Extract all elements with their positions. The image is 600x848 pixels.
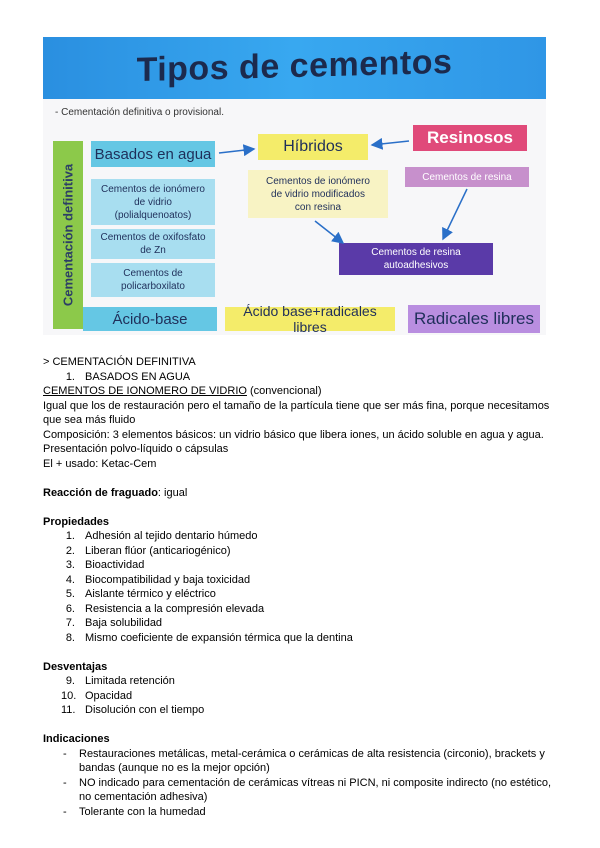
box-acido-radicales: Ácido base+radicales libres [225,307,395,331]
section-heading: > CEMENTACIÓN DEFINITIVA [43,356,196,368]
list-item: 10. Opacidad [61,689,133,702]
propiedades-title: Propiedades [43,515,110,528]
paragraph-line: Igual que los de restauración pero el tamaño de la partícula tiene que ser más fina, porque necesitamos que sea más fluido [43,399,550,426]
box-resinosos: Resinosos [413,125,527,151]
box-hibridos-desc: Cementos de ionómero de vidrio modificados con resina [248,170,388,218]
arrow-agua-to-hibridos [219,149,254,153]
vertical-label: Cementación definitiva [60,163,76,307]
box-autoadhesivos: Cementos de resina autoadhesivos [339,243,493,275]
slide-title: Tipos de cementos [136,42,453,90]
paragraph-line: Presentación polvo-líquido o cápsulas [43,443,229,455]
list-item: 5. Aislante térmico y eléctrico [65,588,216,600]
box-ionomero: Cementos de ionómero de vidrio (polialquenoatos) [91,179,215,225]
paragraph-line: El + usado: Ketac-Cem [43,457,157,470]
section-title: CEMENTOS DE IONOMERO DE VIDRIO (convencional) [43,385,322,397]
box-oxifosfato: Cementos de oxifosfato de Zn [91,229,215,259]
list-item: 11. Disolución con el tiempo [61,704,205,716]
box-acido-base: Ácido-base [83,307,217,331]
document-body [43,355,563,819]
desventajas-list [43,674,563,718]
box-radicales-libres: Radicales libres [408,305,540,333]
box-hibridos: Híbridos [258,134,368,160]
desventajas-title: Desventajas [43,660,108,673]
list-item: 3. Bioactividad [65,559,145,571]
list-item: - NO indicado para cementación de cerámicas vítreas ni PICN, ni composite indirecto (no estético, no cementación adhesiva) [63,776,551,803]
list-item: 2. Liberan flúor (anticariogénico) [65,544,231,557]
arrow-resinosos-to-hibridos [372,141,409,145]
subsection-heading: 1. BASADOS EN AGUA [65,370,191,383]
fraguado-line: Reacción de fraguado: igual [43,486,188,499]
slide-arrows [43,37,546,335]
slide-image [43,37,546,335]
propiedades-list [43,529,563,645]
indicaciones-title: Indicaciones [43,733,110,745]
list-item: 9. Limitada retención [65,675,175,687]
list-item: 7. Baja solubilidad [65,617,163,629]
arrow-resina-to-auto [443,189,467,239]
list-item: 6. Resistencia a la compresión elevada [65,602,265,615]
slide-subtitle: - Cementación definitiva o provisional. [55,107,224,118]
paragraph-line: Composición: 3 elementos básicos: un vidrio básico que libera iones, un ácido soluble en agua y agua. [43,428,544,441]
list-item: 8. Mismo coeficiente de expansión térmica que la dentina [65,631,353,644]
box-cementos-resina: Cementos de resina [405,167,529,187]
arrow-hibridos-to-auto [315,221,343,243]
list-item: - Restauraciones metálicas, metal-cerámica o cerámicas de alta resistencia (circonio), brackets y bandas (aunque no es la mejor opción) [63,747,545,774]
box-basados-agua: Basados en agua [91,141,215,167]
list-item: 1. Adhesión al tejido dentario húmedo [65,530,258,542]
list-item: 4. Biocompatibilidad y baja toxicidad [65,573,251,586]
list-item: - Tolerante con la humedad [63,805,206,818]
indicaciones-list [43,747,563,820]
box-policarboxilato: Cementos de policarboxilato [91,263,215,297]
